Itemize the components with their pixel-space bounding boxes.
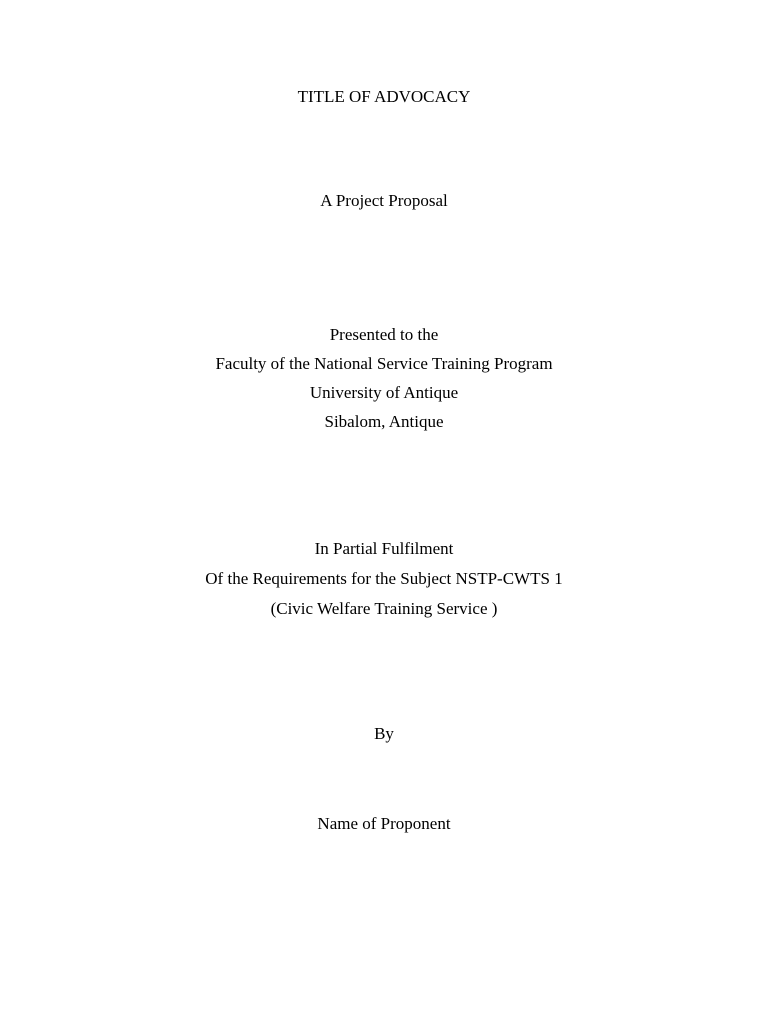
- faculty-line: Faculty of the National Service Training Program: [215, 354, 553, 373]
- proponent-name: Name of Proponent: [317, 814, 451, 833]
- location-line: Sibalom, Antique: [324, 412, 444, 431]
- by-line: By: [374, 724, 394, 743]
- advocacy-title: TITLE OF ADVOCACY: [297, 87, 471, 106]
- university-line: University of Antique: [309, 383, 459, 402]
- requirements-line: Of the Requirements for the Subject NSTP-CWTS 1: [205, 569, 563, 588]
- presented-to-line: Presented to the: [329, 325, 439, 344]
- subject-name-line: (Civic Welfare Training Service ): [270, 599, 498, 618]
- partial-fulfilment-line: In Partial Fulfilment: [314, 539, 454, 558]
- proposal-subtitle: A Project Proposal: [320, 191, 448, 210]
